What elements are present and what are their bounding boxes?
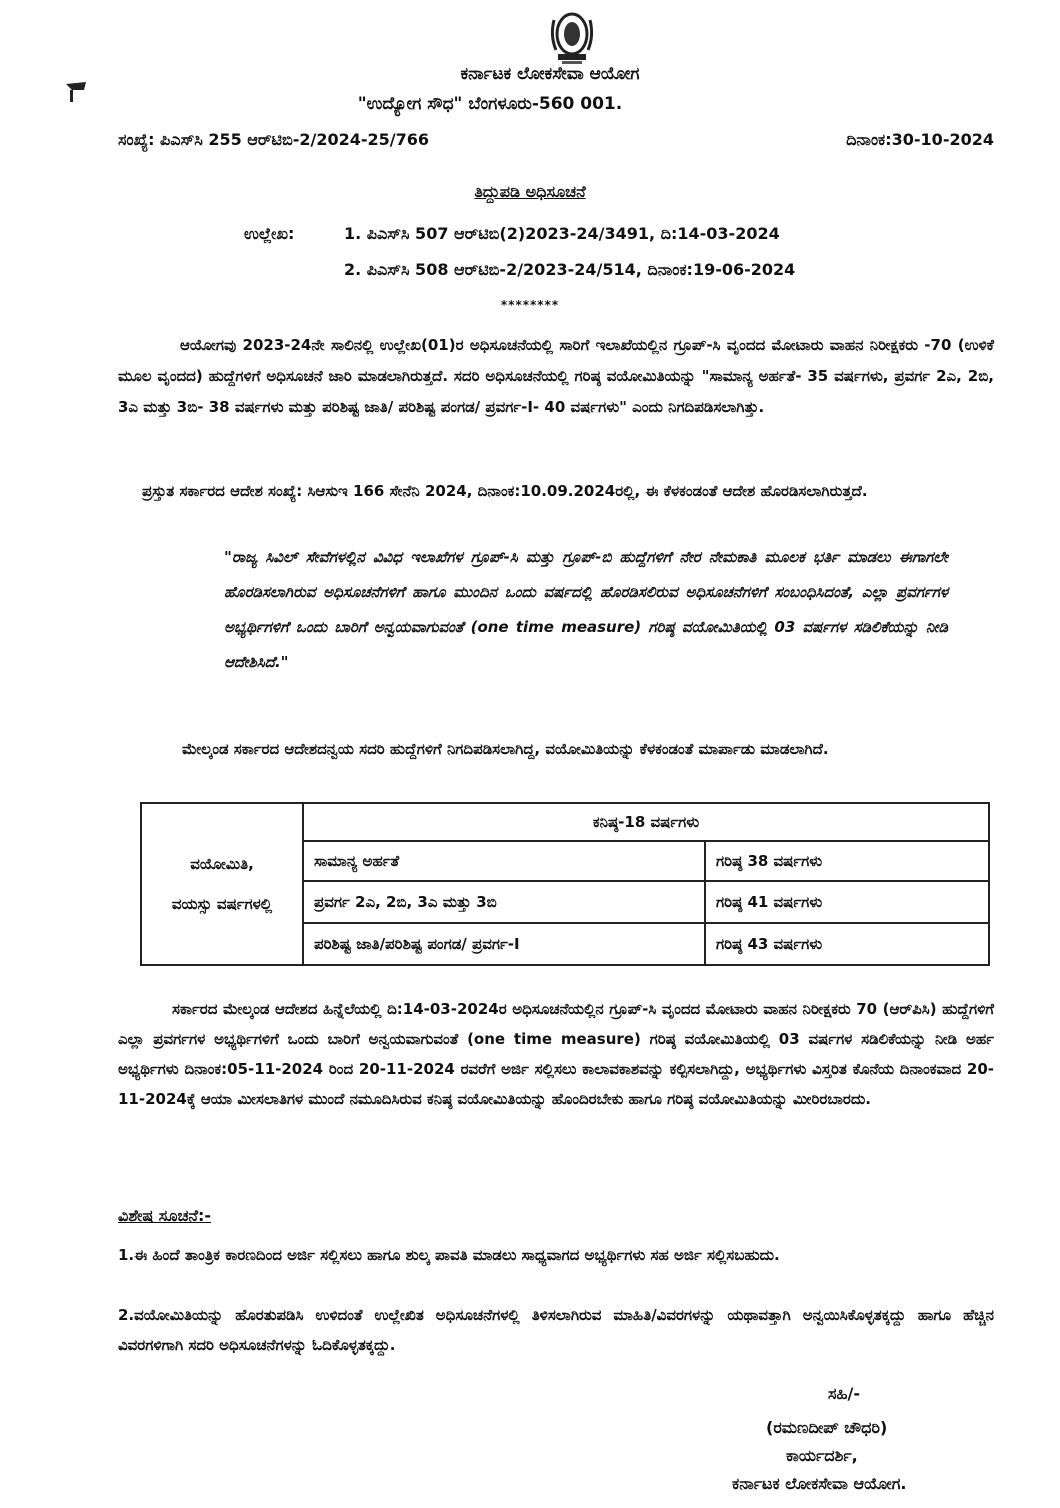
references-label: ಉಲ್ಲೇಖ:: [244, 224, 295, 243]
category-cell: ಸಾಮಾನ್ಯ ಅರ್ಹತೆ: [303, 841, 705, 881]
body-paragraph-3: ಮೇಲ್ಕಂಡ ಸರ್ಕಾರದ ಆದೇಶದನ್ವಯ ಸದರಿ ಹುದ್ದೆಗಳಿಗೆ ನಿಗದಿಪಡಿಸಲಾಗಿದ್ದ, ವಯೋಮಿತಿಯನ್ನು ಕೆಳಕಂಡಂತೆ ಮಾರ್ಪಾಡು ಮಾಡಲಾಗಿದೆ.: [182, 740, 829, 758]
reference-item: 1. ಪಿಎಸ್‌ಸಿ 507 ಆರ್‌ಟಿಬಿ(2)2023-24/3491, ದಿ:14-03-2024: [344, 224, 780, 243]
reference-number: ಸಂಖ್ಯೆ: ಪಿಎಸ್‌ಸಿ 255 ಆರ್‌ಟಿಬಿ-2/2024-25/766: [118, 130, 429, 149]
document-subject: ತಿದ್ದುಪಡಿ ಅಧಿಸೂಚನೆ: [474, 182, 586, 201]
reference-item: 2. ಪಿಎಸ್‌ಸಿ 508 ಆರ್‌ಟಿಬಿ-2/2023-24/514, ದಿನಾಂಕ:19-06-2024: [344, 260, 796, 279]
age-row-header-line: ವಯಸ್ಸು ವರ್ಷಗಳಲ್ಲಿ: [171, 895, 273, 913]
body-paragraph-1: ಆಯೋಗವು 2023-24ನೇ ಸಾಲಿನಲ್ಲಿ ಉಲ್ಲೇಖ(01)ರ ಅಧಿಸೂಚನೆಯಲ್ಲಿ ಸಾರಿಗೆ ಇಲಾಖೆಯಲ್ಲಿನ ಗ್ರೂಪ್-ಸಿ ವೃಂದದ ಮೋಟಾರು ವಾಹನ ನಿರೀಕ್ಷಕರು -70 (ಉಳಿಕೆ ಮೂಲ ವೃಂದದ) ಹುದ್ದೆಗಳಿಗೆ ಅಧಿಸೂಚನೆ ಜಾರಿ ಮಾಡಲಾಗಿರುತ್ತದೆ. ಸದರಿ ಅಧಿಸೂಚನೆಯಲ್ಲಿ ಗರಿಷ್ಠ ವಯೋಮಿತಿಯನ್ನು "ಸಾಮಾನ್ಯ ಅರ್ಹತೆ- 35 ವರ್ಷಗಳು, ಪ್ರವರ್ಗ 2ಎ, 2ಬಿ, 3ಎ ಮತ್ತು 3ಬಿ- 38 ವರ್ಷಗಳು ಮತ್ತು ಪರಿಶಿಷ್ಟ ಜಾತಿ/ ಪರಿಶಿಷ್ಟ ಪಂಗಡ/ ಪ್ರವರ್ಗ-I- 40 ವರ್ಷಗಳು" ಎಂದು ನಿಗದಿಪಡಿಸಲಾಗಿತ್ತು.: [118, 336, 994, 416]
category-cell: ಪರಿಶಿಷ್ಟ ಜಾತಿ/ಪರಿಶಿಷ್ಟ ಪಂಗಡ/ ಪ್ರವರ್ಗ-I: [303, 923, 705, 965]
max-age-cell: ಗರಿಷ್ಠ 38 ವರ್ಷಗಳು: [705, 841, 989, 881]
body-paragraph-2: ಪ್ರಸ್ತುತ ಸರ್ಕಾರದ ಆದೇಶ ಸಂಖ್ಯೆ: ಸಿಆಸುಇ 166 ಸೇನೆನಿ 2024, ದಿನಾಂಕ:10.09.2024ರಲ್ಲಿ, ಈ ಕೆಳಕಂಡಂತೆ ಆದೇಶ ಹೊರಡಿಸಲಾಗಿರುತ್ತದೆ.: [142, 482, 868, 500]
signatory-name: (ರಮಣದೀಪ್ ಚೌಧರಿ): [766, 1418, 888, 1437]
max-age-cell: ಗರಿಷ್ಠ 43 ವರ್ಷಗಳು: [705, 923, 989, 965]
age-row-header-line: ವಯೋಮಿತಿ,: [190, 855, 254, 873]
signatory-office: ಕರ್ನಾಟಕ ಲೋಕಸೇವಾ ಆಯೋಗ.: [732, 1474, 907, 1493]
special-notes-heading: ವಿಶೇಷ ಸೂಚನೆ:-: [118, 1206, 211, 1225]
government-order-quote: "ರಾಜ್ಯ ಸಿವಿಲ್ ಸೇವೆಗಳಲ್ಲಿನ ವಿವಿಧ ಇಲಾಖೆಗಳ ಗ್ರೂಪ್-ಸಿ ಮತ್ತು ಗ್ರೂಪ್-ಬಿ ಹುದ್ದೆಗಳಿಗೆ ನೇರ ನೇಮಕಾತಿ ಮೂಲಕ ಭರ್ತಿ ಮಾಡಲು ಈಗಾಗಲೇ ಹೊರಡಿಸಲಾಗಿರುವ ಅಧಿಸೂಚನೆಗಳಿಗೆ ಹಾಗೂ ಮುಂದಿನ ಒಂದು ವರ್ಷದಲ್ಲಿ ಹೊರಡಿಸಲಿರುವ ಅಧಿಸೂಚನೆಗಳಿಗೆ ಸಂಬಂಧಿಸಿದಂತೆ, ಎಲ್ಲಾ ಪ್ರವರ್ಗಗಳ ಅಭ್ಯರ್ಥಿಗಳಿಗೆ ಒಂದು ಬಾರಿಗೆ ಅನ್ವಯವಾಗುವಂತೆ (one time measure) ಗರಿಷ್ಠ ವಯೋಮಿತಿಯಲ್ಲಿ 03 ವರ್ಷಗಳ ಸಡಿಲಿಕೆಯನ್ನು ನೀಡಿ ಆದೇಶಿಸಿದೆ.": [224, 548, 948, 671]
minimum-age-cell: ಕನಿಷ್ಠ-18 ವರ್ಷಗಳು: [303, 803, 989, 841]
state-emblem-icon: [536, 6, 608, 68]
organisation-address: "ಉದ್ಯೋಗ ಸೌಧ" ಬೆಂಗಳೂರು-560 001.: [357, 94, 623, 114]
table-row: [141, 803, 989, 841]
signatory-designation: ಕಾರ್ಯದರ್ಶಿ,: [786, 1446, 858, 1465]
document-date: ದಿನಾಂಕ:30-10-2024: [846, 130, 994, 149]
signature-mark: ಸಹಿ/-: [828, 1384, 860, 1403]
max-age-cell: ಗರಿಷ್ಠ 41 ವರ್ಷಗಳು: [705, 881, 989, 923]
body-paragraph-4: ಸರ್ಕಾರದ ಮೇಲ್ಕಂಡ ಆದೇಶದ ಹಿನ್ನೆಲೆಯಲ್ಲಿ ದಿ:14-03-2024ರ ಅಧಿಸೂಚನೆಯಲ್ಲಿನ ಗ್ರೂಪ್-ಸಿ ವೃಂದದ ಮೋಟಾರು ವಾಹನ ನಿರೀಕ್ಷಕರು 70 (ಆರ್‌ಪಿಸಿ) ಹುದ್ದೆಗಳಿಗೆ ಎಲ್ಲಾ ಪ್ರವರ್ಗಗಳ ಅಭ್ಯರ್ಥಿಗಳಿಗೆ ಒಂದು ಬಾರಿಗೆ ಅನ್ವಯವಾಗುವಂತೆ (one time measure) ಗರಿಷ್ಠ ವಯೋಮಿತಿಯಲ್ಲಿ 03 ವರ್ಷಗಳ ಸಡಿಲಿಕೆಯನ್ನು ನೀಡಿ ಅರ್ಹ ಅಭ್ಯರ್ಥಿಗಳು ದಿನಾಂಕ:05-11-2024 ರಿಂದ 20-11-2024 ರವರೆಗೆ ಅರ್ಜಿ ಸಲ್ಲಿಸಲು ಕಾಲಾವಕಾಶವನ್ನು ಕಲ್ಪಿಸಲಾಗಿದ್ದು, ಅಭ್ಯರ್ಥಿಗಳು ವಿಸ್ತರಿತ ಕೊನೆಯ ದಿನಾಂಕವಾದ 20-11-2024ಕ್ಕೆ ಆಯಾ ಮೀಸಲಾತಿಗಳ ಮುಂದೆ ನಮೂದಿಸಿರುವ ಕನಿಷ್ಠ ವಯೋಮಿತಿಯನ್ನು ಹೊಂದಿರಬೇಕು ಹಾಗೂ ಗರಿಷ್ಠ ವಯೋಮಿತಿಯನ್ನು ಮೀರಿರಬಾರದು.: [118, 1000, 994, 1108]
age-limit-table: [140, 802, 990, 966]
category-cell: ಪ್ರವರ್ಗ 2ಎ, 2ಬಿ, 3ಎ ಮತ್ತು 3ಬಿ: [303, 881, 705, 923]
special-note-item: 1.ಈ ಹಿಂದೆ ತಾಂತ್ರಿಕ ಕಾರಣದಿಂದ ಅರ್ಜಿ ಸಲ್ಲಿಸಲು ಹಾಗೂ ಶುಲ್ಕ ಪಾವತಿ ಮಾಡಲು ಸಾಧ್ಯವಾಗದ ಅಭ್ಯರ್ಥಿಗಳು ಸಹ ಅರ್ಜಿ ಸಲ್ಲಿಸಬಹುದು.: [118, 1246, 780, 1264]
age-row-header: [141, 803, 303, 965]
organisation-name: ಕರ್ನಾಟಕ ಲೋಕಸೇವಾ ಆಯೋಗ: [460, 64, 640, 84]
separator: ********: [500, 298, 560, 312]
special-note-item: 2.ವಯೋಮಿತಿಯನ್ನು ಹೊರತುಪಡಿಸಿ ಉಳಿದಂತೆ ಉಲ್ಲೇಖಿತ ಅಧಿಸೂಚನೆಗಳಲ್ಲಿ ತಿಳಿಸಲಾಗಿರುವ ಮಾಹಿತಿ/ವಿವರಗಳನ್ನು ಯಥಾವತ್ತಾಗಿ ಅನ್ವಯಿಸಿಕೊಳ್ಳತಕ್ಕದ್ದು ಹಾಗೂ ಹೆಚ್ಚಿನ ವಿವರಗಳಿಗಾಗಿ ಸದರಿ ಅಧಿಸೂಚನೆಗಳನ್ನು ಓದಿಕೊಳ್ಳತಕ್ಕದ್ದು.: [118, 1306, 994, 1354]
